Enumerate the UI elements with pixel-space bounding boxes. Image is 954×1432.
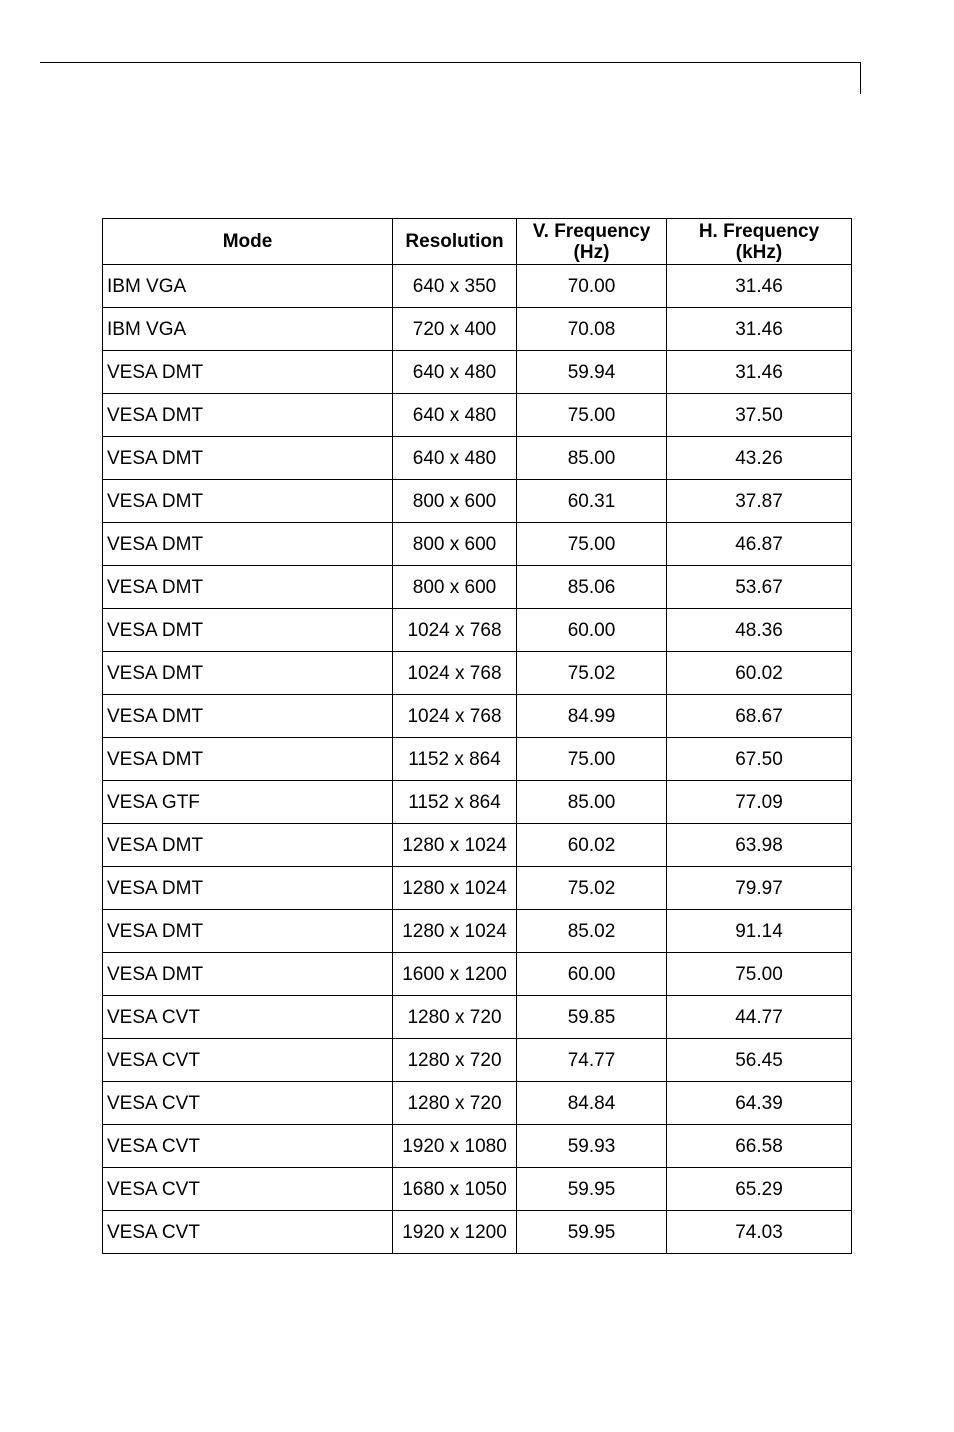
header-h-frequency: [667, 219, 852, 265]
cell-h-frequency: 60.02: [667, 652, 852, 695]
cell-resolution: 1152 x 864: [393, 738, 517, 781]
header-v-frequency-line2: (Hz): [573, 241, 610, 263]
table-row: [103, 953, 852, 996]
cell-mode: VESA DMT: [103, 953, 393, 996]
cell-mode: VESA DMT: [103, 351, 393, 394]
header-rule: [40, 62, 861, 63]
table-row: [103, 652, 852, 695]
cell-v-frequency: 84.99: [517, 695, 667, 738]
cell-v-frequency: 75.02: [517, 867, 667, 910]
header-tick: [860, 62, 861, 94]
cell-resolution: 1600 x 1200: [393, 953, 517, 996]
cell-resolution: 1024 x 768: [393, 695, 517, 738]
table-row: [103, 609, 852, 652]
table-row: [103, 1039, 852, 1082]
cell-v-frequency: 85.02: [517, 910, 667, 953]
cell-resolution: 1280 x 1024: [393, 867, 517, 910]
table-row: [103, 1211, 852, 1254]
cell-mode: VESA CVT: [103, 1082, 393, 1125]
cell-mode: VESA DMT: [103, 652, 393, 695]
table-row: [103, 738, 852, 781]
cell-h-frequency: 43.26: [667, 437, 852, 480]
cell-h-frequency: 74.03: [667, 1211, 852, 1254]
cell-h-frequency: 64.39: [667, 1082, 852, 1125]
cell-resolution: 1024 x 768: [393, 609, 517, 652]
cell-h-frequency: 65.29: [667, 1168, 852, 1211]
header-h-frequency-line2: (kHz): [735, 241, 783, 263]
cell-resolution: 640 x 480: [393, 437, 517, 480]
cell-resolution: 800 x 600: [393, 566, 517, 609]
cell-mode: IBM VGA: [103, 265, 393, 308]
table-body: [103, 265, 852, 1254]
table-row: [103, 1125, 852, 1168]
cell-mode: VESA DMT: [103, 394, 393, 437]
cell-mode: VESA DMT: [103, 523, 393, 566]
cell-mode: VESA DMT: [103, 867, 393, 910]
cell-mode: VESA DMT: [103, 480, 393, 523]
cell-mode: VESA DMT: [103, 695, 393, 738]
table-row: [103, 996, 852, 1039]
cell-v-frequency: 84.84: [517, 1082, 667, 1125]
cell-h-frequency: 46.87: [667, 523, 852, 566]
cell-v-frequency: 60.02: [517, 824, 667, 867]
cell-v-frequency: 85.00: [517, 781, 667, 824]
cell-h-frequency: 37.50: [667, 394, 852, 437]
cell-v-frequency: 85.00: [517, 437, 667, 480]
cell-h-frequency: 66.58: [667, 1125, 852, 1168]
cell-h-frequency: 63.98: [667, 824, 852, 867]
header-h-frequency-line1: H. Frequency: [698, 220, 820, 242]
cell-resolution: 1152 x 864: [393, 781, 517, 824]
cell-h-frequency: 31.46: [667, 265, 852, 308]
cell-h-frequency: 91.14: [667, 910, 852, 953]
cell-resolution: 1280 x 1024: [393, 910, 517, 953]
table-header-row: [103, 219, 852, 265]
cell-resolution: 1280 x 1024: [393, 824, 517, 867]
cell-mode: VESA DMT: [103, 437, 393, 480]
cell-v-frequency: 60.00: [517, 953, 667, 996]
cell-h-frequency: 67.50: [667, 738, 852, 781]
cell-h-frequency: 79.97: [667, 867, 852, 910]
cell-v-frequency: 59.94: [517, 351, 667, 394]
table-row: [103, 1082, 852, 1125]
cell-v-frequency: 60.31: [517, 480, 667, 523]
cell-v-frequency: 59.95: [517, 1168, 667, 1211]
cell-h-frequency: 56.45: [667, 1039, 852, 1082]
cell-mode: VESA CVT: [103, 1211, 393, 1254]
table-row: [103, 480, 852, 523]
cell-resolution: 1280 x 720: [393, 996, 517, 1039]
table-row: [103, 910, 852, 953]
header-resolution: Resolution: [393, 219, 517, 265]
cell-resolution: 720 x 400: [393, 308, 517, 351]
cell-mode: VESA CVT: [103, 1039, 393, 1082]
cell-mode: VESA GTF: [103, 781, 393, 824]
cell-mode: VESA CVT: [103, 996, 393, 1039]
cell-resolution: 1280 x 720: [393, 1039, 517, 1082]
table-row: [103, 308, 852, 351]
cell-h-frequency: 68.67: [667, 695, 852, 738]
cell-h-frequency: 75.00: [667, 953, 852, 996]
cell-resolution: 640 x 480: [393, 394, 517, 437]
table-row: [103, 351, 852, 394]
cell-resolution: 1280 x 720: [393, 1082, 517, 1125]
cell-resolution: 1920 x 1080: [393, 1125, 517, 1168]
table-row: [103, 781, 852, 824]
cell-h-frequency: 48.36: [667, 609, 852, 652]
cell-resolution: 800 x 600: [393, 523, 517, 566]
cell-resolution: 800 x 600: [393, 480, 517, 523]
cell-h-frequency: 37.87: [667, 480, 852, 523]
cell-resolution: 1024 x 768: [393, 652, 517, 695]
cell-v-frequency: 75.02: [517, 652, 667, 695]
table-row: [103, 566, 852, 609]
cell-v-frequency: 70.08: [517, 308, 667, 351]
cell-v-frequency: 60.00: [517, 609, 667, 652]
cell-v-frequency: 70.00: [517, 265, 667, 308]
cell-resolution: 1920 x 1200: [393, 1211, 517, 1254]
table-row: [103, 265, 852, 308]
cell-mode: VESA CVT: [103, 1168, 393, 1211]
cell-mode: VESA CVT: [103, 1125, 393, 1168]
cell-v-frequency: 85.06: [517, 566, 667, 609]
table-row: [103, 437, 852, 480]
cell-resolution: 1680 x 1050: [393, 1168, 517, 1211]
cell-v-frequency: 74.77: [517, 1039, 667, 1082]
cell-h-frequency: 44.77: [667, 996, 852, 1039]
cell-h-frequency: 31.46: [667, 308, 852, 351]
cell-v-frequency: 75.00: [517, 523, 667, 566]
table-row: [103, 824, 852, 867]
table-row: [103, 1168, 852, 1211]
table-row: [103, 523, 852, 566]
cell-mode: VESA DMT: [103, 566, 393, 609]
cell-v-frequency: 59.85: [517, 996, 667, 1039]
cell-h-frequency: 53.67: [667, 566, 852, 609]
cell-resolution: 640 x 480: [393, 351, 517, 394]
cell-mode: VESA DMT: [103, 609, 393, 652]
cell-h-frequency: 77.09: [667, 781, 852, 824]
cell-v-frequency: 75.00: [517, 738, 667, 781]
cell-v-frequency: 75.00: [517, 394, 667, 437]
cell-resolution: 640 x 350: [393, 265, 517, 308]
cell-v-frequency: 59.95: [517, 1211, 667, 1254]
cell-mode: VESA DMT: [103, 910, 393, 953]
cell-mode: IBM VGA: [103, 308, 393, 351]
cell-mode: VESA DMT: [103, 738, 393, 781]
header-v-frequency: [517, 219, 667, 265]
cell-h-frequency: 31.46: [667, 351, 852, 394]
cell-mode: VESA DMT: [103, 824, 393, 867]
timing-table: [102, 218, 852, 1254]
header-v-frequency-line1: V. Frequency: [532, 220, 651, 242]
cell-v-frequency: 59.93: [517, 1125, 667, 1168]
header-mode: Mode: [103, 219, 393, 265]
table-row: [103, 394, 852, 437]
table-row: [103, 867, 852, 910]
table-row: [103, 695, 852, 738]
